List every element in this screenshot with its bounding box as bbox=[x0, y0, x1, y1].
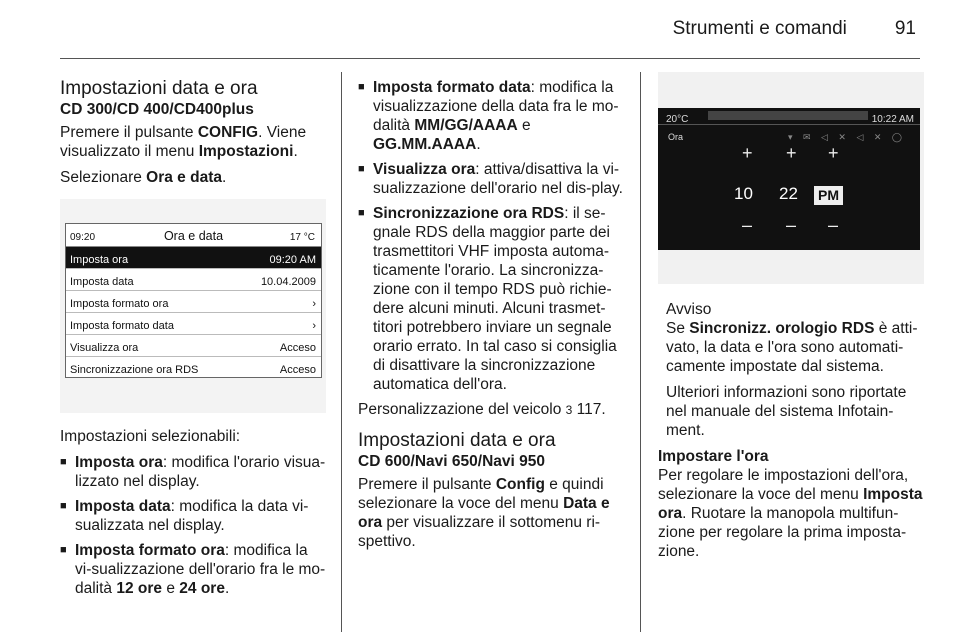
bullet-item: ■ Imposta ora: modifica l'orario visua-lizzato nel display. bbox=[60, 453, 326, 491]
column-2 bbox=[358, 78, 626, 558]
menu-row[interactable]: Imposta formato data › bbox=[66, 313, 321, 335]
screen-status-bar bbox=[658, 108, 920, 125]
menu-row[interactable]: Imposta data 10.04.2009 bbox=[66, 269, 321, 291]
screen-temperature: 17 °C bbox=[289, 232, 315, 243]
minute-value[interactable]: 22 bbox=[779, 184, 798, 203]
decrease-hour-button[interactable]: – bbox=[742, 215, 753, 235]
column-3 bbox=[658, 72, 924, 568]
time-setting-screen bbox=[658, 108, 920, 250]
header-rule bbox=[60, 58, 920, 59]
bullet-item: ■ Visualizza ora: attiva/disattiva la vi-sualizzazione dell'orario nel dis-play. bbox=[358, 160, 626, 198]
menu-row[interactable]: Imposta ora 09:20 AM bbox=[66, 247, 321, 269]
decrease-ampm-button[interactable]: – bbox=[828, 215, 839, 235]
paragraph: Ulteriori informazioni sono riportate nel manuale del sistema Infotain-ment. bbox=[666, 384, 907, 439]
status-icons: ▾ ✉ ◁ ✕ ◁ ✕ ◯ bbox=[787, 132, 906, 142]
bullet-item: ■ Imposta data: modifica la data vi-sualizzata nel display. bbox=[60, 497, 326, 535]
note-box bbox=[666, 300, 924, 440]
menu-row[interactable]: Imposta formato ora › bbox=[66, 291, 321, 313]
bullet-item: ■ Imposta formato ora: modifica la vi-sualizzazione dell'orario fra le mo-dalità 12 ore e 24 ore. bbox=[60, 541, 326, 598]
increase-ampm-button[interactable]: + bbox=[828, 143, 839, 163]
increase-minute-button[interactable]: + bbox=[786, 143, 797, 163]
paragraph: Per regolare le impostazioni dell'ora, selezionare la voce del menu Imposta ora. Ruotare la manopola multifun-zione per regolare la prima imposta-zione. bbox=[658, 467, 923, 560]
section-heading: Impostazioni data e ora bbox=[358, 430, 556, 451]
section-subheading: CD 600/Navi 650/Navi 950 bbox=[358, 453, 545, 470]
section-subheading: Impostare l'ora bbox=[658, 448, 769, 465]
paragraph: Se Sincronizz. orologio RDS è atti-vato, la data e l'ora sono automati-camente impostate dal sistema. bbox=[666, 320, 918, 375]
paragraph: Selezionare Ora e data. bbox=[60, 169, 227, 186]
column-1 bbox=[60, 78, 326, 604]
increase-hour-button[interactable]: + bbox=[742, 143, 753, 163]
page-number: 91 bbox=[894, 18, 916, 39]
chevron-right-icon: › bbox=[312, 298, 316, 310]
column-divider bbox=[640, 72, 641, 632]
column-divider bbox=[341, 72, 342, 632]
screen-time: 09:20 bbox=[70, 232, 96, 243]
section-subheading: CD 300/CD 400/CD400plus bbox=[60, 101, 254, 118]
paragraph: Premere il pulsante CONFIG. Viene visualizzato il menu Impostazioni. bbox=[60, 124, 307, 160]
section-heading: Impostazioni data e ora bbox=[60, 78, 258, 99]
hour-value[interactable]: 10 bbox=[734, 184, 753, 203]
note-title: Avviso bbox=[666, 301, 712, 318]
screen-clock: 10:22 AM bbox=[871, 114, 914, 125]
page-header bbox=[673, 18, 916, 40]
settings-screen bbox=[65, 223, 322, 378]
decrease-minute-button[interactable]: – bbox=[786, 215, 797, 235]
paragraph: Premere il pulsante Config e quindi selezionare la voce del menu Data e ora per visualizzare il sottomenu ri-spettivo. bbox=[358, 476, 610, 550]
menu-row[interactable]: Visualizza ora Acceso bbox=[66, 335, 321, 357]
header-title: Strumenti e comandi bbox=[672, 18, 847, 39]
screen-title: Ora e data bbox=[163, 229, 224, 243]
status-bar-fill bbox=[708, 111, 868, 120]
bullet-item: ■ Sincronizzazione ora RDS: il se-gnale RDS della maggior parte dei trasmettitori VHF imposta automa-ticamente l'orario. La sincronizza-zione con il tempo RDS può richie-dere alcuni minuti. Alcuni trasmet-titori potrebbero inviare un segnale orario errato. In tal caso si consiglia di disattivare la sincronizzazione automatica dell'ora. bbox=[358, 204, 626, 394]
screen-temperature: 20°C bbox=[666, 114, 689, 125]
bullet-item: ■ Imposta formato data: modifica la visualizzazione della data fra le mo-dalità MM/GG/AAAA e GG.MM.AAAA. bbox=[358, 78, 626, 154]
ampm-value[interactable]: PM bbox=[814, 186, 843, 205]
paragraph: Impostazioni selezionabili: bbox=[60, 428, 241, 445]
page-reference-arrow-icon: 3 bbox=[565, 403, 573, 417]
display-screenshot bbox=[60, 199, 326, 413]
screen-title-bar bbox=[66, 224, 321, 247]
chevron-right-icon: › bbox=[312, 320, 316, 332]
paragraph: Personalizzazione del veicolo 3 117. bbox=[358, 401, 606, 418]
display-screenshot bbox=[658, 72, 924, 284]
menu-row[interactable]: Sincronizzazione ora RDS Acceso bbox=[70, 364, 316, 376]
screen-label: Ora bbox=[668, 132, 684, 142]
